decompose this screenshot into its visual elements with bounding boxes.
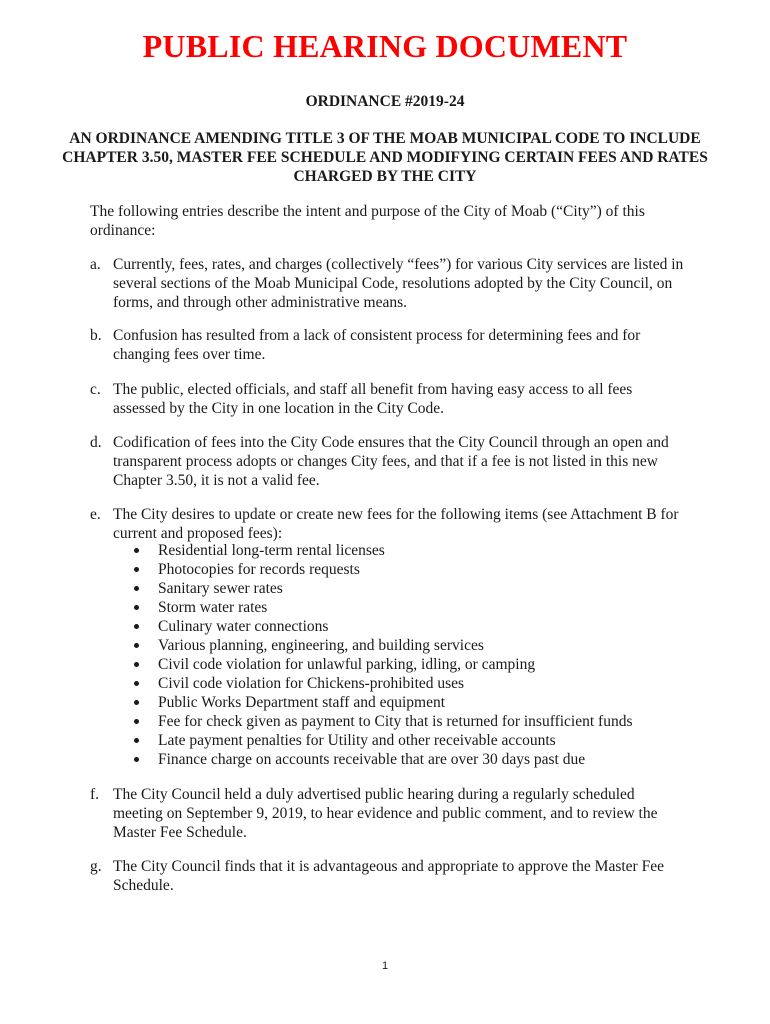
bullet-icon xyxy=(134,681,139,686)
item-letter: d. xyxy=(90,434,102,451)
item-text: The City desires to update or create new fees for the following items (see Attachment B for current and proposed fees): xyxy=(113,506,679,542)
bullet-icon xyxy=(134,567,139,572)
item-text: Confusion has resulted from a lack of consistent process for determining fees and for changing fees over time. xyxy=(113,327,641,363)
item-text: The public, elected officials, and staff all benefit from having easy access to all fees assessed by the City in one location in the City Code. xyxy=(113,381,633,417)
bullet-icon xyxy=(134,662,139,667)
item-letter: f. xyxy=(90,786,100,803)
bullet-icon xyxy=(134,738,139,743)
list-item: Civil code violation for Chickens-prohibited uses xyxy=(128,674,633,693)
list-item: Various planning, engineering, and building services xyxy=(128,636,633,655)
bullet-icon xyxy=(134,548,139,553)
bullet-icon xyxy=(134,643,139,648)
page-number: 1 xyxy=(381,960,389,972)
bullet-icon xyxy=(134,757,139,762)
item-letter: a. xyxy=(90,256,101,273)
list-item: Late payment penalties for Utility and other receivable accounts xyxy=(128,731,633,750)
item-text: Codification of fees into the City Code ensures that the City Council through an open and transparent process adopts or changes City fees, and that if a fee is not listed in this new Chapter 3.50, it is not a valid fee. xyxy=(113,434,669,489)
ordinance-title: AN ORDINANCE AMENDING TITLE 3 OF THE MOAB MUNICIPAL CODE TO INCLUDE CHAPTER 3.50, MASTER FEE SCHEDULE AND MODIFYING CERTAIN FEES AND RATES CHARGED BY THE CITY xyxy=(62,130,708,185)
ordinance-number: ORDINANCE #2019-24 xyxy=(305,93,465,110)
bullet-icon xyxy=(134,605,139,610)
item-letter: e. xyxy=(90,506,101,523)
list-item: Sanitary sewer rates xyxy=(128,579,633,598)
item-letter: c. xyxy=(90,381,101,398)
list-item: Fee for check given as payment to City that is returned for insufficient funds xyxy=(128,712,633,731)
list-item: Culinary water connections xyxy=(128,617,633,636)
list-item: Photocopies for records requests xyxy=(128,560,633,579)
list-item: Storm water rates xyxy=(128,598,633,617)
fee-items-list xyxy=(128,541,633,769)
list-item: Civil code violation for unlawful parking, idling, or camping xyxy=(128,655,633,674)
item-letter: g. xyxy=(90,858,102,875)
bullet-icon xyxy=(134,700,139,705)
list-item: Residential long-term rental licenses xyxy=(128,541,633,560)
list-item: Finance charge on accounts receivable that are over 30 days past due xyxy=(128,750,633,769)
item-text: The City Council finds that it is advantageous and appropriate to approve the Master Fee Schedule. xyxy=(113,858,664,894)
bullet-icon xyxy=(134,586,139,591)
intro-paragraph: The following entries describe the intent and purpose of the City of Moab (“City”) of this ordinance: xyxy=(90,203,645,239)
item-letter: b. xyxy=(90,327,102,344)
item-text: The City Council held a duly advertised public hearing during a regularly scheduled meeting on September 9, 2019, to hear evidence and public comment, and to review the Master Fee Schedule. xyxy=(113,786,658,841)
bullet-icon xyxy=(134,719,139,724)
list-item: Public Works Department staff and equipment xyxy=(128,693,633,712)
item-text: Currently, fees, rates, and charges (collectively “fees”) for various City services are listed in several sections of the Moab Municipal Code, resolutions adopted by the City Council, on forms, and through other administrative means. xyxy=(113,256,684,311)
document-banner: PUBLIC HEARING DOCUMENT xyxy=(142,28,628,64)
bullet-icon xyxy=(134,624,139,629)
